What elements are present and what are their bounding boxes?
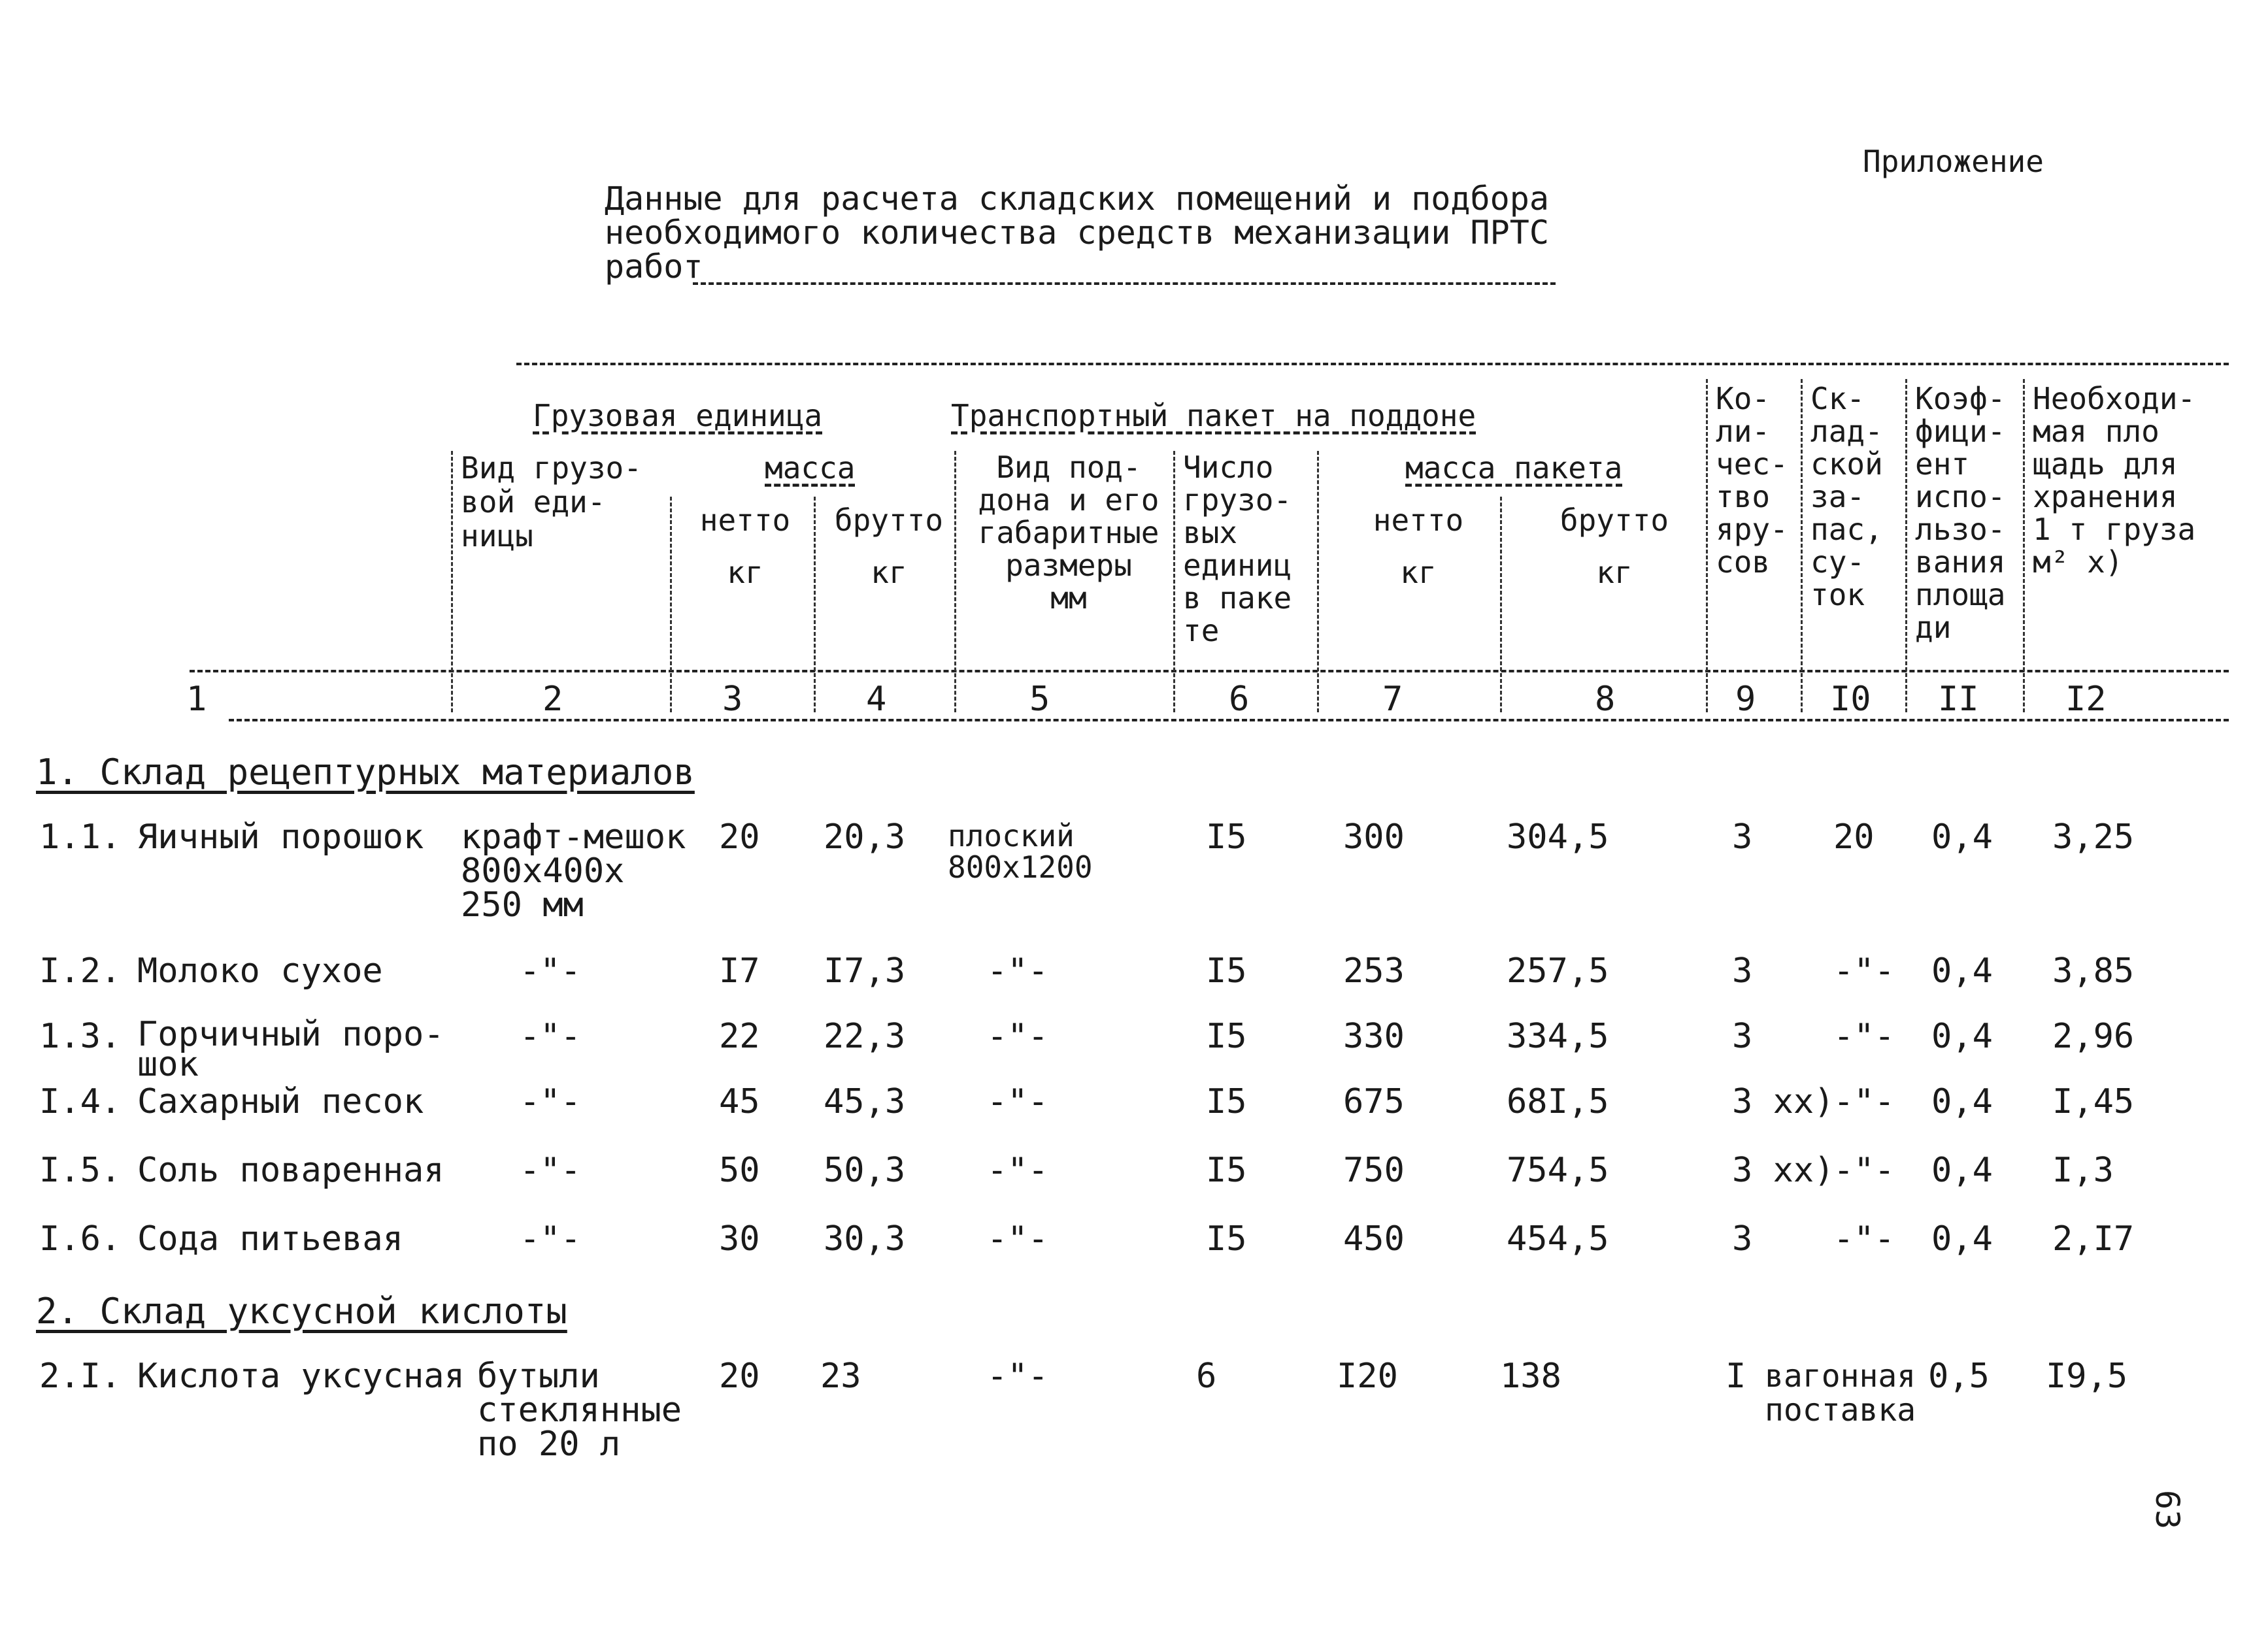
pallet-type: -"- (987, 1219, 1048, 1259)
row-number: I.5. (39, 1151, 122, 1190)
row-number: 2.I. (39, 1357, 122, 1396)
pallet-type: -"- (987, 1082, 1048, 1121)
material-name: Яичный порошок (137, 818, 424, 857)
table-header-bottom-rule (190, 670, 2229, 672)
group-cargo-unit: Грузовая единица (533, 398, 823, 433)
stock-days: вагонная поставка (1765, 1358, 1916, 1429)
required-area: 2,96 (2052, 1017, 2135, 1056)
header-divider (1173, 451, 1175, 712)
document-title-line2: необходимого количества средств механизации ПРТС (605, 214, 1549, 252)
tiers-count: 3 (1732, 1219, 1753, 1259)
column-number: 9 (1735, 680, 1756, 719)
col3-header: нетто кг (699, 503, 791, 590)
package-net-mass: 330 (1343, 1017, 1405, 1056)
header-divider (1317, 451, 1319, 712)
column-number: I2 (2065, 680, 2107, 719)
cargo-unit-type: бутыли стеклянные по 20 л (477, 1357, 682, 1464)
column-number: 6 (1229, 680, 1250, 719)
area-coefficient: 0,4 (1931, 1151, 1993, 1190)
stock-days: -"- (1833, 1017, 1895, 1056)
cargo-unit-type: крафт-мешок 800х400х 250 мм (461, 818, 686, 925)
col6-header: Число грузо- вых единиц в паке те (1183, 450, 1292, 648)
stock-days: -"- (1833, 1219, 1895, 1259)
pallet-type: -"- (987, 951, 1048, 991)
units-in-package: 6 (1196, 1357, 1217, 1396)
col12-header: Необходи- мая пло щадь для хранения 1 т груза м² х) (2033, 381, 2196, 580)
column-number: 7 (1382, 680, 1403, 719)
net-mass: 50 (719, 1151, 760, 1190)
material-name: Сахарный песок (137, 1082, 424, 1121)
column-number: 3 (722, 680, 743, 719)
package-gross-mass: 304,5 (1507, 818, 1609, 857)
gross-mass: 50,3 (824, 1151, 906, 1190)
package-net-mass: 300 (1343, 818, 1405, 857)
units-in-package: I5 (1206, 1151, 1247, 1190)
column-number: 2 (542, 680, 563, 719)
material-name: Соль поваренная (137, 1151, 444, 1190)
tiers-count: 3 (1732, 951, 1753, 991)
cargo-unit-type: -"- (520, 1017, 581, 1056)
area-coefficient: 0,5 (1928, 1357, 1990, 1396)
material-name: Кислота уксусная (137, 1357, 465, 1396)
page-number: 63 (2148, 1490, 2186, 1530)
required-area: I,3 (2052, 1151, 2114, 1190)
title-underline (693, 282, 1556, 285)
net-mass: I7 (719, 951, 760, 991)
col9-header: Ко- ли- чес- тво яру- сов (1716, 381, 1788, 580)
table-top-rule (516, 363, 2229, 365)
package-net-mass: I20 (1337, 1357, 1398, 1396)
row-number: I.6. (39, 1219, 122, 1259)
cargo-unit-type: -"- (520, 1151, 581, 1190)
package-gross-mass: 257,5 (1507, 951, 1609, 991)
required-area: I,45 (2052, 1082, 2135, 1121)
gross-mass: 20,3 (824, 818, 906, 857)
tiers-count: I (1726, 1357, 1746, 1396)
header-divider (670, 497, 672, 712)
stock-days: -"- (1833, 951, 1895, 991)
header-divider (814, 497, 816, 712)
document-title-line3: работ (605, 248, 703, 286)
units-in-package: I5 (1206, 951, 1247, 991)
stock-days: -"- (1833, 1151, 1895, 1190)
required-area: I9,5 (2046, 1357, 2128, 1396)
package-gross-mass: 754,5 (1507, 1151, 1609, 1190)
package-gross-mass: 138 (1500, 1357, 1561, 1396)
row-number: I.2. (39, 951, 122, 991)
package-gross-mass: 334,5 (1507, 1017, 1609, 1056)
net-mass: 20 (719, 1357, 760, 1396)
area-coefficient: 0,4 (1931, 1082, 1993, 1121)
package-net-mass: 253 (1343, 951, 1405, 991)
row-number: 1.3. (39, 1017, 122, 1056)
cargo-unit-type: -"- (520, 951, 581, 991)
header-divider (1706, 379, 1708, 712)
pallet-type: -"- (987, 1017, 1048, 1056)
stock-days: -"- (1833, 1082, 1895, 1121)
header-divider (451, 451, 453, 712)
gross-mass: 45,3 (824, 1082, 906, 1121)
gross-mass: 23 (820, 1357, 861, 1396)
gross-mass: 30,3 (824, 1219, 906, 1259)
package-mass-group-header: масса пакета (1405, 450, 1623, 486)
col2-header: Вид грузо- вой еди- ницы (461, 450, 642, 553)
pallet-type: -"- (987, 1357, 1048, 1396)
header-divider (954, 451, 956, 712)
units-in-package: I5 (1206, 818, 1247, 857)
units-in-package: I5 (1206, 1017, 1247, 1056)
col11-header: Коэф- фици- ент испо- льзо- вания площа ди (1915, 381, 2006, 645)
header-divider (1801, 379, 1803, 712)
area-coefficient: 0,4 (1931, 951, 1993, 991)
col5-header: Вид под- дона и его габаритные размеры мм (978, 450, 1159, 616)
required-area: 3,85 (2052, 951, 2135, 991)
required-area: 2,I7 (2052, 1219, 2135, 1259)
net-mass: 20 (719, 818, 760, 857)
area-coefficient: 0,4 (1931, 818, 1993, 857)
document-title-line1: Данные для расчета складских помещений и подбора (605, 180, 1549, 218)
units-in-package: I5 (1206, 1219, 1247, 1259)
tiers-count: 3 хх) (1732, 1151, 1835, 1190)
package-net-mass: 750 (1343, 1151, 1405, 1190)
header-divider (1500, 497, 1502, 712)
column-number: 4 (866, 680, 887, 719)
gross-mass: I7,3 (824, 951, 906, 991)
column-number: 5 (1029, 680, 1050, 719)
group-transport-package: Транспортный пакет на поддоне (951, 398, 1476, 433)
material-name: Горчичный поро- шок (137, 1015, 444, 1084)
area-coefficient: 0,4 (1931, 1219, 1993, 1259)
tiers-count: 3 (1732, 1017, 1753, 1056)
net-mass: 45 (719, 1082, 760, 1121)
tiers-count: 3 (1732, 818, 1753, 857)
material-name: Молоко сухое (137, 951, 383, 991)
stock-days: 20 (1833, 818, 1875, 857)
column-numbers-bottom-rule (229, 719, 2229, 721)
column-number: II (1938, 680, 1979, 719)
row-number: 1.1. (39, 818, 122, 857)
col7-header: нетто кг (1373, 503, 1464, 590)
section-title: 2. Склад уксусной кислоты (36, 1291, 567, 1332)
gross-mass: 22,3 (824, 1017, 906, 1056)
header-divider (2023, 379, 2025, 712)
required-area: 3,25 (2052, 818, 2135, 857)
appendix-label: Приложение (1863, 144, 2044, 179)
pallet-type: -"- (987, 1151, 1048, 1190)
package-net-mass: 450 (1343, 1219, 1405, 1259)
mass-group-header: масса (765, 450, 856, 486)
area-coefficient: 0,4 (1931, 1017, 1993, 1056)
pallet-type: плоский 800х1200 (948, 818, 1093, 885)
tiers-count: 3 хх) (1732, 1082, 1835, 1121)
net-mass: 30 (719, 1219, 760, 1259)
material-name: Сода питьевая (137, 1219, 403, 1259)
cargo-unit-type: -"- (520, 1082, 581, 1121)
col8-header: брутто кг (1559, 503, 1669, 590)
row-number: I.4. (39, 1082, 122, 1121)
col10-header: Ск- лад- ской за- пас, су- ток (1810, 381, 1883, 612)
package-gross-mass: 68I,5 (1507, 1082, 1609, 1121)
cargo-unit-type: -"- (520, 1219, 581, 1259)
units-in-package: I5 (1206, 1082, 1247, 1121)
column-number: 1 (186, 680, 207, 719)
column-number: I0 (1830, 680, 1871, 719)
net-mass: 22 (719, 1017, 760, 1056)
column-number: 8 (1595, 680, 1616, 719)
col4-header: брутто кг (834, 503, 944, 590)
header-divider (1905, 379, 1907, 712)
package-gross-mass: 454,5 (1507, 1219, 1609, 1259)
section-title: 1. Склад рецептурных материалов (36, 752, 695, 793)
package-net-mass: 675 (1343, 1082, 1405, 1121)
